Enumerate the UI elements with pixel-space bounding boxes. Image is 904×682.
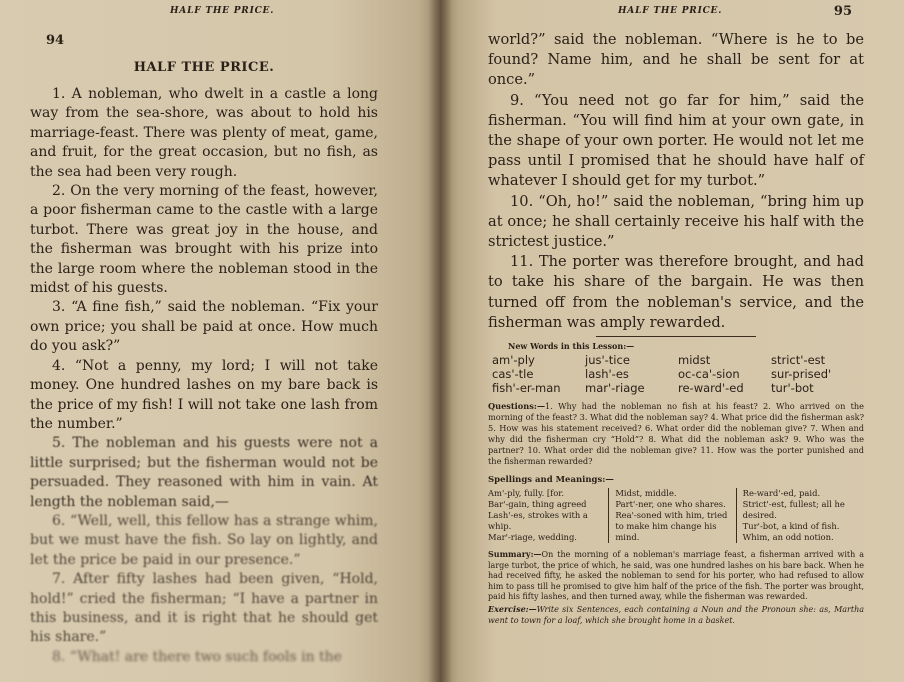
paragraph-4: 4. “Not a penny, my lord; I will not take money. One hundred lashes on my bare back is the price of my fish! I will not take one lash from the number.” <box>30 357 378 432</box>
paragraph-5: 5. The nobleman and his guests were not a little surprised; but the fisherman would not be persuaded. They reasoned with him in vain. At length the nobleman said,— <box>30 435 378 510</box>
new-word: mar'-riage <box>585 381 645 396</box>
right-body <box>488 30 864 333</box>
paragraph-2: 2. On the very morning of the feast, however, a poor fisherman came to the castle with a large turbot. There was great joy in the house, and the fisherman was brought with his prize into the large room where the nobleman stood in the midst of his guests. <box>30 183 378 297</box>
spelling-entry: Re-ward'-ed, paid. <box>742 488 821 499</box>
paragraph-6: 6. “Well, well, this fellow has a strange whim, but we must have the fish. So lay on lightly, and let the price be paid in our presence.” <box>30 512 378 568</box>
right-page <box>440 0 904 682</box>
spelling-entry: Rea'-soned with him, tried to make him change his mind. <box>615 510 728 543</box>
paragraph-8: 8. “What! are there two such fools in the <box>52 648 342 665</box>
spelling-entry: Tur'-bot, a kind of fish. <box>742 521 840 532</box>
new-words-list <box>488 353 864 395</box>
paragraph-1: 1. A nobleman, who dwelt in a castle a long way from the sea-shore, was about to hold his marriage-feast. There was plenty of meat, game, and fruit, for the great occasion, but no fish, as the sea had been very rough. <box>30 86 378 180</box>
chapter-title: HALF THE PRICE. <box>133 60 275 75</box>
new-word: fish'-er-man <box>492 381 561 396</box>
questions-block <box>488 401 864 467</box>
running-head-left: HALF THE PRICE. <box>170 6 275 16</box>
spellings-column-2 <box>615 488 736 543</box>
spellings-heading: Spellings and Meanings:— <box>488 475 614 486</box>
summary-block <box>488 549 864 603</box>
spellings-column-3 <box>743 488 864 543</box>
new-word: cas'-tle <box>492 367 534 382</box>
new-word: am'-ply <box>492 353 535 368</box>
divider-rule <box>596 336 756 337</box>
exercise-label: Exercise:— <box>488 604 537 615</box>
new-word: sur-prised' <box>771 367 832 382</box>
summary-label: Summary:— <box>488 549 542 560</box>
paragraph-10: 10. “Oh, ho!” said the nobleman, “bring him up at once; he shall certainly receive his half with the strictest justice.” <box>488 192 864 251</box>
questions-text: 1. Why had the nobleman no fish at his feast? 2. Who arrived on the morning of the feast? 3. What did the nobleman say? 4. What price did the fisherman ask? 5. How was his statement received? 6. What order did the nobleman give? 7. When and why did the fisherman cry “Hold”? 8. What did the nobleman ask? 9. Who was the partner? 10. What order did the nobleman give? 11. How was the porter punished and the fisherman rewarded? <box>488 401 864 467</box>
spelling-entry: Whim, an odd notion. <box>742 532 834 543</box>
paragraph-11: 11. The porter was therefore brought, and had to take his share of the bargain. He was then turned off from the nobleman's service, and the fisherman was amply rewarded. <box>488 253 864 331</box>
spelling-entry: Lash'-es, strokes with a whip. <box>488 510 588 532</box>
spelling-entry: Strict'-est, fullest; all he desired. <box>742 499 845 521</box>
left-body <box>30 85 378 667</box>
new-word: re-ward'-ed <box>678 381 744 396</box>
book-spine <box>428 0 452 682</box>
new-word: jus'-tice <box>585 353 630 368</box>
spelling-entry: Bar'-gain, thing agreed <box>488 499 587 510</box>
exercise-text: Write six Sentences, each containing a Noun and the Pronoun she: as, Martha went to town for a loaf, which she brought home in a basket. <box>488 605 864 625</box>
spellings-table <box>488 488 864 543</box>
new-word: strict'-est <box>771 353 826 368</box>
new-word: lash'-es <box>585 367 629 382</box>
spellings-column-1 <box>488 488 609 543</box>
new-words-heading: New Words in this Lesson:— <box>508 341 635 352</box>
questions-label: Questions:— <box>488 401 546 412</box>
spelling-entry: Am'-ply, fully. [for. <box>488 488 565 499</box>
paragraph-9: 9. “You need not go far for him,” said the fisherman. “You will find him at your own gate, in the shape of your own porter. He would not let me pass until I promised that he should have half of whatever I should get for my turbot.” <box>488 91 864 190</box>
paragraph-7: 7. After fifty lashes had been given, “Hold, hold!” cried the fisherman; “I have a partner in this business, and it is right that he should get his share.” <box>30 571 378 646</box>
spelling-entry: Mar'-riage, wedding. <box>488 532 577 543</box>
page-number-left: 94 <box>46 33 65 48</box>
left-page <box>0 0 440 682</box>
running-head-right: HALF THE PRICE. <box>618 6 723 16</box>
new-word: midst <box>678 353 711 368</box>
new-word: oc-ca'-sion <box>678 367 740 382</box>
exercise-block <box>488 604 864 626</box>
paragraph-3: 3. “A fine fish,” said the nobleman. “Fix your own price; you shall be paid at once. How much do you ask?” <box>30 299 378 355</box>
paragraph-8-continued: world?” said the nobleman. “Where is he to be found? Name him, and he shall be sent for at once.” <box>488 31 864 89</box>
page-number-right: 95 <box>833 4 852 19</box>
summary-text: On the morning of a nobleman's marriage feast, a fisherman arrived with a large turbot, the price of which, he said, was one hundred lashes on his bare back. When he had received fifty, he asked the nobleman to send for his porter, who had refused to allow him to pass till he promised to give him half of the price of the fish. The porter was brought, paid his fifty lashes, and then turned away, while the fisherman was rewarded. <box>488 550 864 602</box>
spelling-entry: Part'-ner, one who shares. <box>615 499 726 510</box>
spelling-entry: Midst, middle. <box>615 488 677 499</box>
new-word: tur'-bot <box>771 381 814 396</box>
